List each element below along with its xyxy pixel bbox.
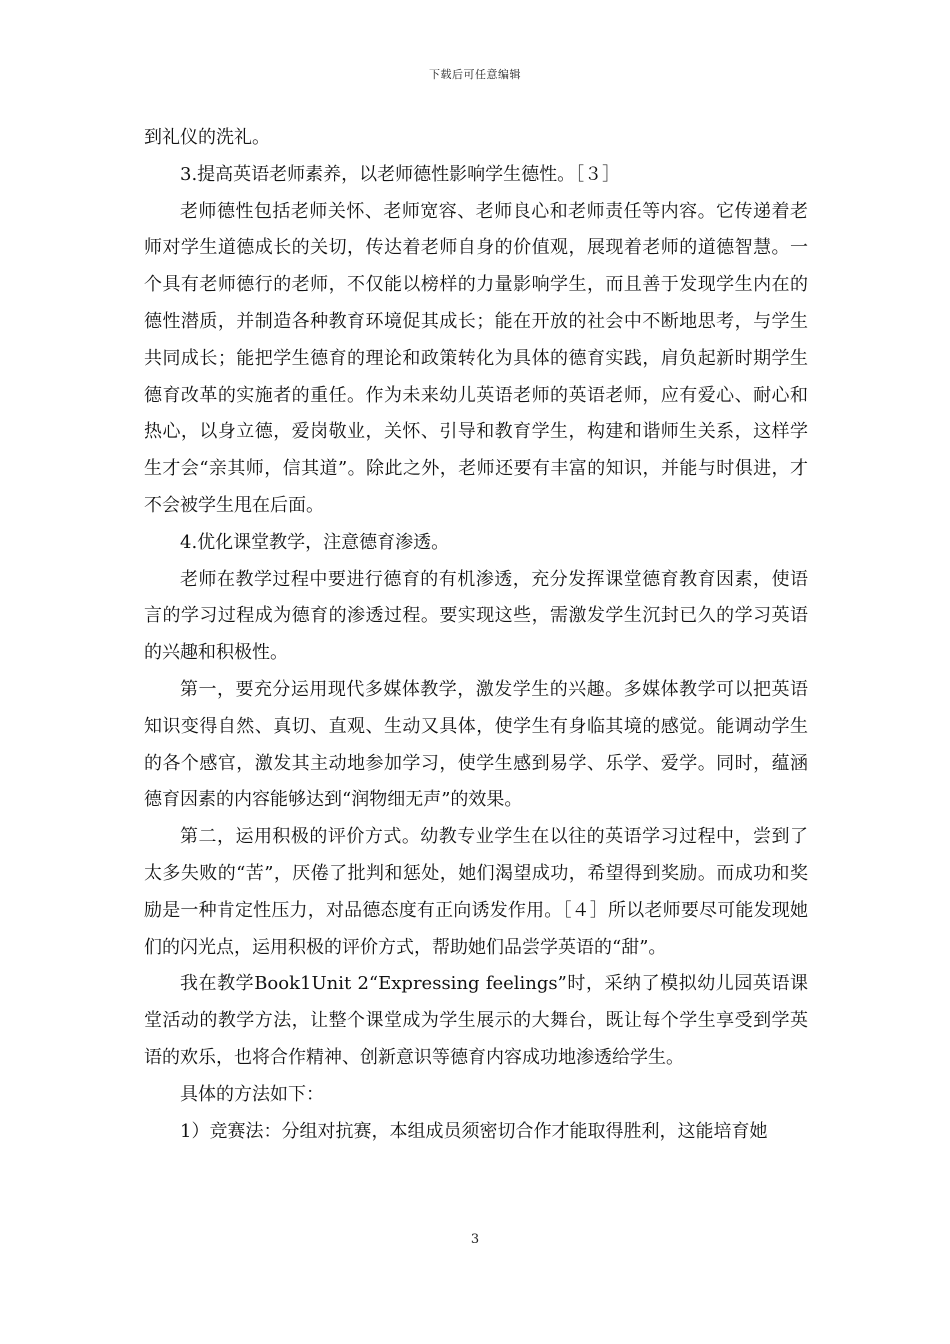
paragraph-continuation: 到礼仪的洗礼。 [144,127,270,148]
paragraph-method-competition: 1）竞赛法：分组对抗赛，本组成员须密切合作才能取得胜利，这能培育她 [180,1120,768,1142]
document-body [144,120,808,1150]
paragraph-teacher-virtue: 老师德性包括老师关怀、老师宽容、老师良心和老师责任等内容。它传递着老师对学生道德成长的关切，传达着老师自身的价值观，展现着老师的道德智慧。一个具有老师德行的老师，不仅能以榜样的力量影响学生，而且善于发现学生内在的德性潜质，并制造各种教育环境促其成长；能在开放的社会中不断地思考，与学生共同成长；能把学生德育的理论和政策转化为具体的德育实践，肩负起新时期学生德育改革的实施者的重任。作为未来幼儿英语老师的英语老师，应有爱心、耐心和热心，以身立德，爱岗敬业，关怀、引导和教育学生，构建和谐师生关系，这样学生才会“亲其师，信其道”。除此之外，老师还要有丰富的知识，并能与时俱进，才不会被学生甩在后面。 [144,200,808,516]
paragraph-methods-intro: 具体的方法如下： [180,1083,324,1105]
paragraph-teaching-example: 我在教学Book1Unit 2“Expressing feelings”时，采纳了模拟幼儿园英语课堂活动的教学方法，让整个课堂成为学生展示的大舞台，既让每个学生享受到学英语的欢乐，也将合作精神、创新意识等德育内容成功地渗透给学生。 [144,973,808,1068]
page-header: 下载后可任意编辑 [429,68,521,81]
paragraph-classroom-moral-education: 老师在教学过程中要进行德育的有机渗透，充分发挥课堂德育教育因素，使语言的学习过程成为德育的渗透过程。要实现这些，需激发学生沉封已久的学习英语的兴趣和积极性。 [144,568,808,664]
section-heading-4: 4.优化课堂教学，注意德育渗透。 [180,531,450,553]
paragraph-first-multimedia: 第一，要充分运用现代多媒体教学，激发学生的兴趣。多媒体教学可以把英语知识变得自然、真切、直观、生动又具体，使学生有身临其境的感觉。能调动学生的各个感官，激发其主动地参加学习，使学生感到易学、乐学、爱学。同时，蕴涵德育因素的内容能够达到“润物细无声”的效果。 [144,678,808,811]
paragraph-second-evaluation: 第二，运用积极的评价方式。幼教专业学生在以往的英语学习过程中，尝到了太多失败的“苦”，厌倦了批判和惩处，她们渴望成功，希望得到奖励。而成功和奖励是一种肯定性压力，对品德态度有正向诱发作用。［４］所以老师要尽可能发现她们的闪光点，运用积极的评价方式，帮助她们品尝学英语的“甜”。 [144,826,808,958]
page-number: 3 [470,1232,480,1247]
section-heading-3: 3.提高英语老师素养，以老师德性影响学生德性。［３］ [180,163,621,185]
